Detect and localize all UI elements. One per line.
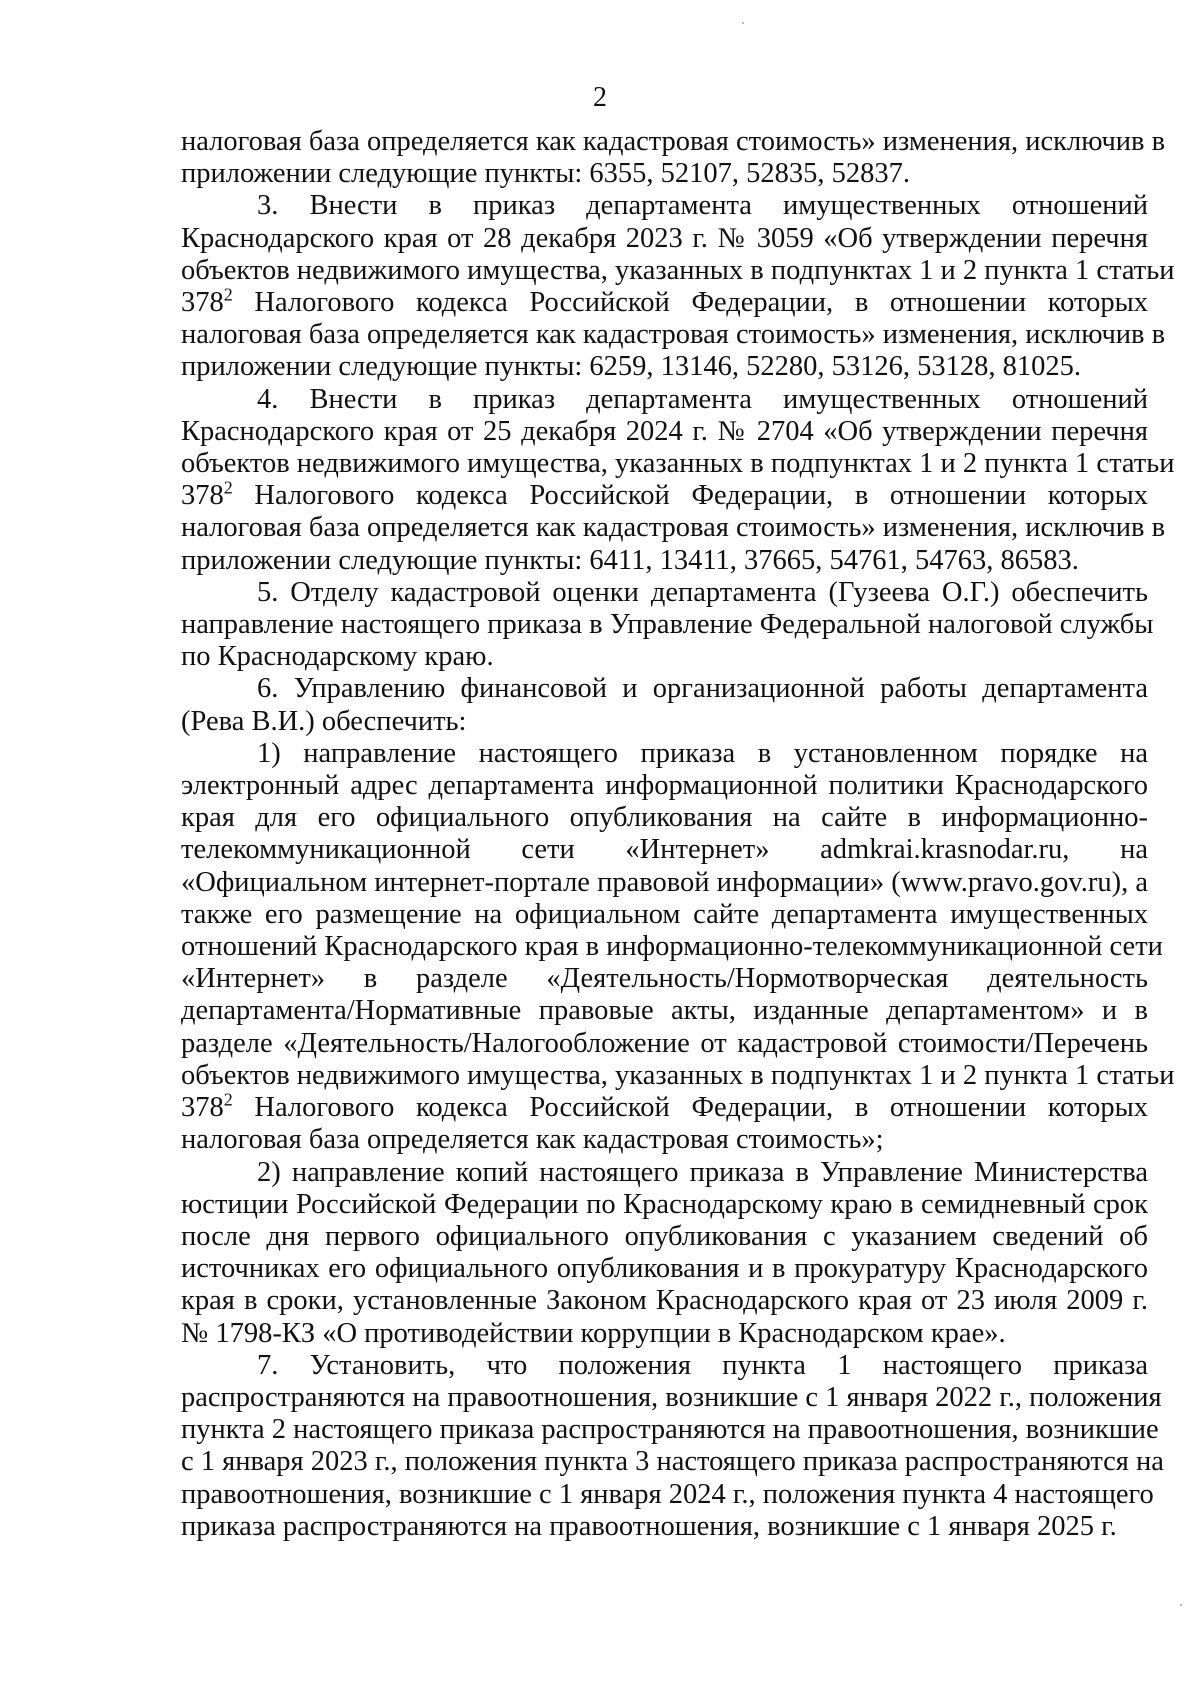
text-line: источниках его официального опубликования и в прокуратуру Краснодарского <box>181 1253 1148 1285</box>
superscript: 2 <box>223 284 233 305</box>
text-line: № 1798-КЗ «О противодействии коррупции в Краснодарском крае». <box>181 1317 1006 1349</box>
scan-speck <box>1180 1604 1182 1606</box>
text-line: разделе «Деятельность/Налогообложение от кадастровой стоимости/Перечень <box>181 1027 1148 1059</box>
text-line: приказа распространяются на правоотношения, возникшие с 1 января 2025 г. <box>181 1510 1117 1542</box>
paragraph-item-5 <box>181 576 1154 674</box>
text-line: телекоммуникационной сети «Интернет» admkrai.krasnodar.ru, на <box>181 834 1148 866</box>
paragraph-item-4 <box>181 383 1175 577</box>
text-line: 6. Управлению финансовой и организационной работы департамента <box>257 673 1148 705</box>
text-line: распространяются на правоотношения, возникшие с 1 января 2022 г., положения <box>181 1381 1162 1413</box>
document-body <box>181 126 1175 1543</box>
text-line: $378^2$ Налогового кодекса Российской Федерации, в отношении которых <box>181 1089 1148 1124</box>
text-line: объектов недвижимого имущества, указанных в подпунктах 1 и 2 пункта 1 статьи <box>181 254 1175 286</box>
text-line: 4. Внести в приказ департамента имущественных отношений <box>257 383 1148 415</box>
text-line: объектов недвижимого имущества, указанных в подпунктах 1 и 2 пункта 1 статьи <box>181 1059 1175 1091</box>
text-line: с 1 января 2023 г., положения пункта 3 настоящего приказа распространяются на <box>181 1446 1164 1478</box>
text-line: налоговая база определяется как кадастровая стоимость»; <box>181 1124 884 1156</box>
text-line: приложении следующие пункты: 6355, 52107, 52835, 52837. <box>181 158 911 190</box>
text-line: «Официальном интернет-портале правовой информации» (www.pravo.gov.ru), а <box>181 866 1148 898</box>
text-line: «Интернет» в разделе «Деятельность/Нормотворческая деятельность <box>181 963 1148 995</box>
text-line: 5. Отделу кадастровой оценки департамента (Гузеева О.Г.) обеспечить <box>257 576 1148 608</box>
text-line: края в сроки, установленные Законом Краснодарского края от 23 июля 2009 г. <box>181 1285 1148 1317</box>
superscript: 2 <box>223 477 233 498</box>
text-line: Краснодарского края от 28 декабря 2023 г. № 3059 «Об утверждении перечня <box>181 222 1148 254</box>
text-line: (Рева В.И.) обеспечить: <box>181 705 467 737</box>
text-line: объектов недвижимого имущества, указанных в подпунктах 1 и 2 пункта 1 статьи <box>181 448 1175 480</box>
text-line: приложении следующие пункты: 6411, 13411, 37665, 54761, 54763, 86583. <box>181 544 1079 576</box>
scan-speck <box>742 22 744 24</box>
paragraph-item-6-subitem-2 <box>181 1157 1148 1350</box>
text-line: 2) направление копий настоящего приказа в Управление Министерства <box>257 1156 1148 1188</box>
text-line: приложении следующие пункты: 6259, 13146, 52280, 53126, 53128, 81025. <box>181 351 1082 383</box>
paragraph-item-3 <box>181 190 1175 383</box>
text-line: правоотношения, возникшие с 1 января 2024 г., положения пункта 4 настоящего <box>181 1478 1154 1510</box>
paragraph-item-7 <box>181 1349 1164 1543</box>
text-line: пункта 2 настоящего приказа распространяются на правоотношения, возникшие <box>181 1414 1159 1446</box>
text-line: налоговая база определяется как кадастровая стоимость» изменения, исключив в <box>181 319 1166 351</box>
text-line: после дня первого официального опубликования с указанием сведений об <box>181 1220 1148 1252</box>
text-line: налоговая база определяется как кадастровая стоимость» изменения, исключив в <box>181 126 1166 157</box>
paragraph-continuation <box>181 126 1166 190</box>
text-line: по Краснодарскому краю. <box>181 641 494 673</box>
text-line: $378^2$ Налогового кодекса Российской Федерации, в отношении которых <box>181 477 1148 512</box>
text-line: налоговая база определяется как кадастровая стоимость» изменения, исключив в <box>181 512 1166 544</box>
paragraph-item-6-subitem-1 <box>181 737 1175 1157</box>
text-line: департамента/Нормативные правовые акты, изданные департаментом» и в <box>181 995 1148 1027</box>
paragraph-item-6 <box>181 673 1148 737</box>
text-line: 7. Установить, что положения пункта 1 настоящего приказа <box>257 1349 1148 1381</box>
text-line: также его размещение на официальном сайте департамента имущественных <box>181 898 1148 930</box>
page-number: 2 <box>593 82 607 113</box>
text-line: отношений Краснодарского края в информационно-телекоммуникационной сети <box>181 931 1163 963</box>
text-line: 3. Внести в приказ департамента имущественных отношений <box>257 190 1148 222</box>
text-line: Краснодарского края от 25 декабря 2024 г. № 2704 «Об утверждении перечня <box>181 415 1148 447</box>
text-line: электронный адрес департамента информационной политики Краснодарского <box>181 770 1148 802</box>
text-line: края для его официального опубликования на сайте в информационно- <box>181 802 1148 834</box>
text-line: $378^2$ Налогового кодекса Российской Федерации, в отношении которых <box>181 284 1148 319</box>
text-line: 1) направление настоящего приказа в установленном порядке на <box>257 737 1148 769</box>
superscript: 2 <box>223 1089 233 1110</box>
text-line: направление настоящего приказа в Управление Федеральной налоговой службы <box>181 609 1154 641</box>
text-line: юстиции Российской Федерации по Краснодарскому краю в семидневный срок <box>181 1188 1148 1220</box>
